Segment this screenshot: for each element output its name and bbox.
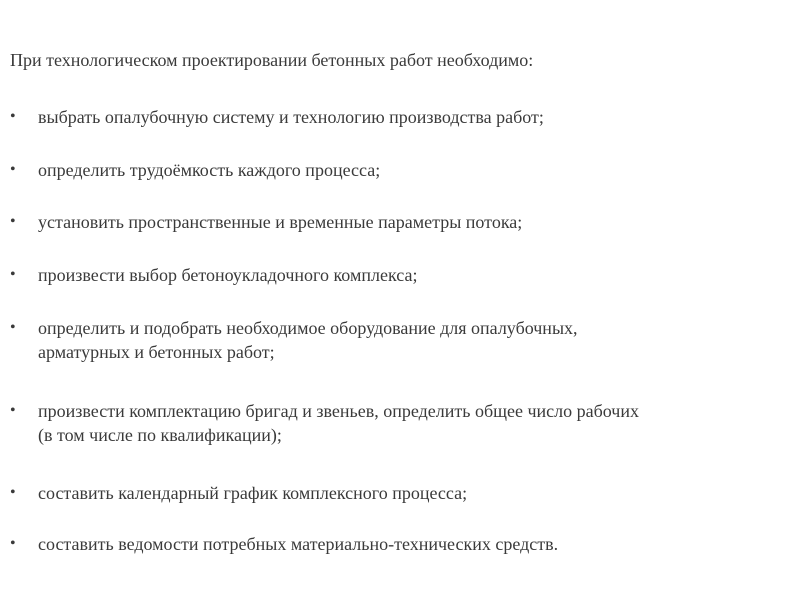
bullet-icon: • [10,402,16,419]
list-item-line: выбрать опалубочную систему и технологию производства работ; [38,107,544,127]
list-item-text [38,532,798,556]
bullet-icon: • [10,108,16,125]
bullet-icon: • [10,484,16,501]
list-item-line: составить ведомости потребных материально-технических средств. [38,534,559,554]
bullet-icon: • [10,213,16,230]
bullet-icon: • [10,319,16,336]
list-item-line: определить трудоёмкость каждого процесса; [38,160,381,180]
list-item-text [38,263,798,287]
intro-text: При технологическом проектировании бетонных работ необходимо: [10,50,534,70]
list-item-line: установить пространственные и временные параметры потока; [38,212,523,232]
list-item-line: произвести комплектацию бригад и звеньев, определить общее число рабочих [38,401,639,421]
list-item-text [38,158,798,182]
list-item-line: (в том числе по квалификации); [38,425,282,445]
list-item-line: произвести выбор бетоноукладочного комплекса; [38,265,418,285]
list-item-text [38,105,798,129]
list-item-text [38,399,798,447]
bullet-icon: • [10,535,16,552]
list-item-text [38,481,798,505]
bullet-icon: • [10,161,16,178]
list-item-text [38,316,798,364]
bullet-icon: • [10,266,16,283]
list-item-text [38,210,798,234]
list-item-line: определить и подобрать необходимое оборудование для опалубочных, [38,318,578,338]
list-item-line: арматурных и бетонных работ; [38,342,275,362]
list-item-line: составить календарный график комплексного процесса; [38,483,468,503]
